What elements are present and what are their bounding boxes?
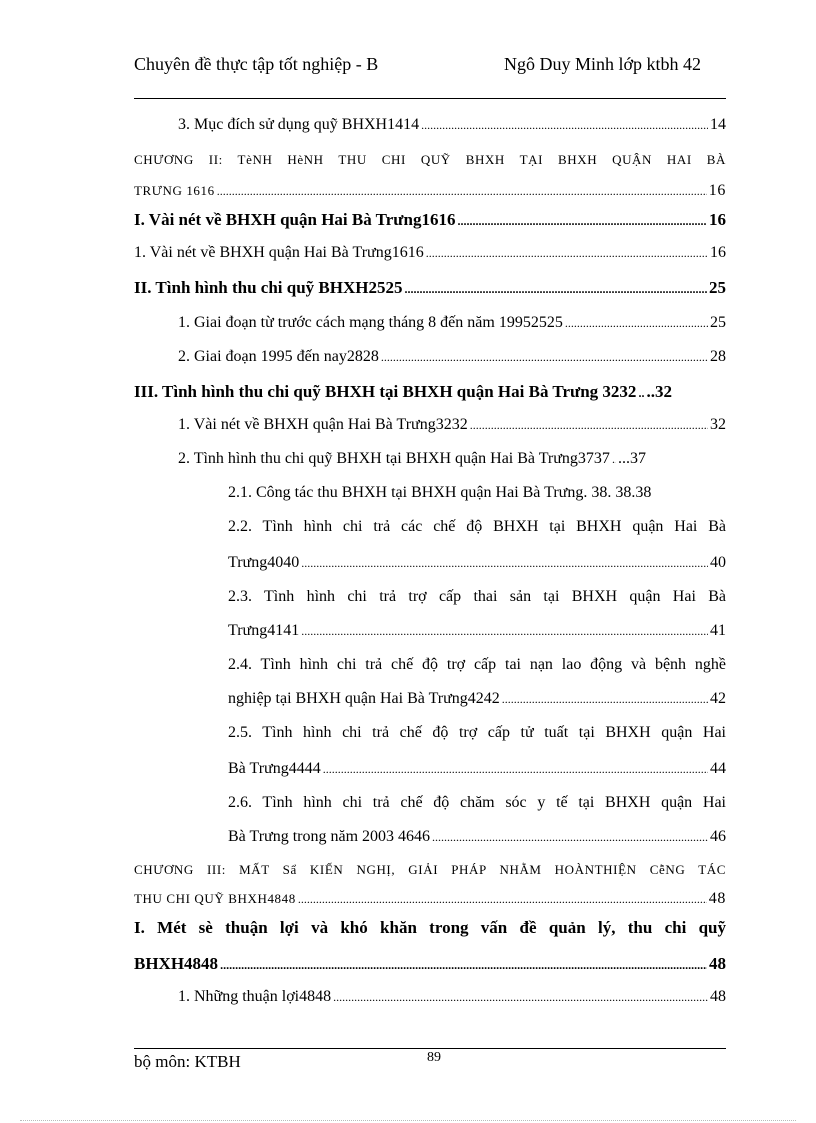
toc-entry-text: CHƯƠNG III: MẤT Sẩ KIẾN NGHỊ, GIẢI PHÁP NHẰM HOÀNTHIỆN CễNG TÁC	[134, 862, 726, 877]
toc-entry-text: I. Mét sè thuận lợi và khó khăn trong vấn đề quản lý, thu chi quỹ	[134, 918, 726, 937]
toc-entry-page: 28	[710, 348, 726, 365]
page-bottom-border	[20, 1120, 796, 1121]
toc-entry-text: Trưng4141	[228, 622, 300, 639]
toc-entry-page: 48	[709, 954, 726, 973]
toc-leader-dots	[323, 762, 708, 777]
toc-leader-dots	[405, 282, 708, 297]
toc-entry-text: 1. Vài nét về BHXH quận Hai Bà Trưng1616	[134, 244, 424, 261]
toc-entry-page: 16	[709, 210, 726, 229]
toc-entry-text: 2.3. Tình hình chi trả trợ cấp thai sản tại BHXH quận Hai Bà	[228, 588, 726, 605]
toc-entry	[134, 348, 726, 366]
toc-entry-text: CHƯƠNG II: TèNH HèNH THU CHI QUỸ BHXH TẠI BHXH QUẬN HAI BÀ	[134, 152, 726, 167]
toc-entry-text: I. Vài nét về BHXH quận Hai Bà Trưng1616	[134, 210, 456, 229]
toc-entry-text: 2.4. Tình hình chi trả chế độ trợ cấp tai nạn lao động và bệnh nghề	[228, 656, 726, 673]
toc-section-heading-cont	[134, 954, 726, 974]
toc-entry-page: 48	[708, 890, 726, 907]
toc-leader-dots	[638, 386, 644, 401]
toc-entry-page: 48	[710, 988, 726, 1005]
toc-leader-dots	[301, 624, 708, 639]
toc-subentry	[134, 724, 726, 742]
toc-entry	[134, 450, 726, 468]
toc-chapter-heading-cont	[134, 890, 726, 908]
toc-entry-text: 2.2. Tình hình chi trả các chế độ BHXH tại BHXH quận Hai Bà	[228, 518, 726, 535]
toc-subentry-cont	[134, 760, 726, 778]
toc-entry-text: III. Tình hình thu chi quỹ BHXH tại BHXH quận Hai Bà Trưng 3232	[134, 382, 637, 401]
toc-entry-page: 16	[708, 182, 726, 199]
toc-entry-text: Trưng4040	[228, 554, 300, 571]
toc-entry-text: 2. Giai đoạn 1995 đến nay2828	[178, 348, 379, 365]
toc-leader-dots	[298, 892, 707, 907]
toc-entry-page: ..32	[646, 382, 672, 401]
toc-leader-dots	[470, 418, 708, 433]
toc-leader-dots	[612, 452, 616, 467]
toc-subentry-cont	[134, 690, 726, 708]
toc-subentry	[134, 794, 726, 812]
toc-leader-dots	[381, 350, 708, 365]
page-number: 89	[427, 1050, 441, 1065]
footer-department: bộ môn: KTBH	[134, 1052, 241, 1071]
toc-subentry	[134, 484, 726, 502]
toc-entry-text: 2.1. Công tác thu BHXH tại BHXH quận Hai Bà Trưng. 38. 38.38	[228, 484, 652, 501]
toc-section-heading	[134, 918, 726, 938]
toc-subentry	[134, 656, 726, 674]
toc-leader-dots	[426, 246, 708, 261]
toc-entry-page: 46	[710, 828, 726, 845]
toc-entry-page: 32	[710, 416, 726, 433]
toc-entry-text: Bà Trưng4444	[228, 760, 321, 777]
toc-leader-dots	[421, 118, 708, 133]
toc-section-heading	[134, 382, 726, 402]
toc-entry-page: 25	[710, 314, 726, 331]
toc-leader-dots	[565, 316, 708, 331]
toc-chapter-heading	[134, 862, 726, 878]
toc-leader-dots	[333, 990, 708, 1005]
toc-entry-page: 44	[710, 760, 726, 777]
toc-entry-page: ...37	[617, 450, 646, 467]
toc-leader-dots	[432, 830, 708, 845]
toc-entry-text: II. Tình hình thu chi quỹ BHXH2525	[134, 278, 403, 297]
toc-entry	[134, 244, 726, 262]
toc-entry	[134, 116, 726, 134]
toc-subentry-cont	[134, 554, 726, 572]
toc-entry-page: 40	[710, 554, 726, 571]
header-right-author: Ngô Duy Minh lớp ktbh 42	[504, 54, 702, 74]
toc-entry-text: nghiệp tại BHXH quận Hai Bà Trưng4242	[228, 690, 500, 707]
toc-entry-text: 2.6. Tình hình chi trả chế độ chăm sóc y tế tại BHXH quận Hai	[228, 794, 726, 811]
header-divider	[134, 98, 726, 99]
toc-entry	[134, 988, 726, 1006]
toc-entry-text: 2. Tình hình thu chi quỹ BHXH tại BHXH quận Hai Bà Trưng3737	[178, 450, 610, 467]
toc-chapter-heading	[134, 152, 726, 168]
header-left-title: Chuyên đề thực tập tốt nghiệp - B	[134, 54, 379, 74]
toc-entry-page: 16	[710, 244, 726, 261]
toc-subentry	[134, 518, 726, 536]
toc-leader-dots	[457, 214, 707, 229]
toc-leader-dots	[220, 958, 707, 973]
toc-leader-dots	[301, 556, 708, 571]
toc-entry-text: BHXH4848	[134, 954, 219, 973]
toc-leader-dots	[502, 692, 708, 707]
toc-entry-page: 42	[710, 690, 726, 707]
toc-entry-text: 1. Vài nét về BHXH quận Hai Bà Trưng3232	[178, 416, 468, 433]
toc-leader-dots	[217, 184, 707, 199]
toc-entry-page: 14	[710, 116, 726, 133]
toc-entry	[134, 314, 726, 332]
toc-entry-page: 25	[709, 278, 726, 297]
toc-entry-page: 41	[710, 622, 726, 639]
footer-divider	[134, 1048, 726, 1049]
toc-entry-text: TRƯNG 1616	[134, 183, 215, 198]
toc-entry-text: 2.5. Tình hình chi trả chế độ trợ cấp tử tuất tại BHXH quận Hai	[228, 724, 726, 741]
toc-entry-text: Bà Trưng trong năm 2003 4646	[228, 828, 431, 845]
toc-subentry-cont	[134, 622, 726, 640]
toc-subentry	[134, 588, 726, 606]
toc-entry-text: THU CHI QUỸ BHXH4848	[134, 891, 296, 906]
toc-entry-text: 1. Những thuận lợi4848	[178, 988, 332, 1005]
toc-section-heading	[134, 210, 726, 230]
toc-chapter-heading-cont	[134, 182, 726, 200]
toc-entry-text: 3. Mục đích sử dụng quỹ BHXH1414	[178, 116, 420, 133]
toc-section-heading	[134, 278, 726, 298]
toc-entry-text: 1. Giai đoạn từ trước cách mạng tháng 8 đến năm 19952525	[178, 314, 563, 331]
toc-entry	[134, 416, 726, 434]
toc-subentry-cont	[134, 828, 726, 846]
